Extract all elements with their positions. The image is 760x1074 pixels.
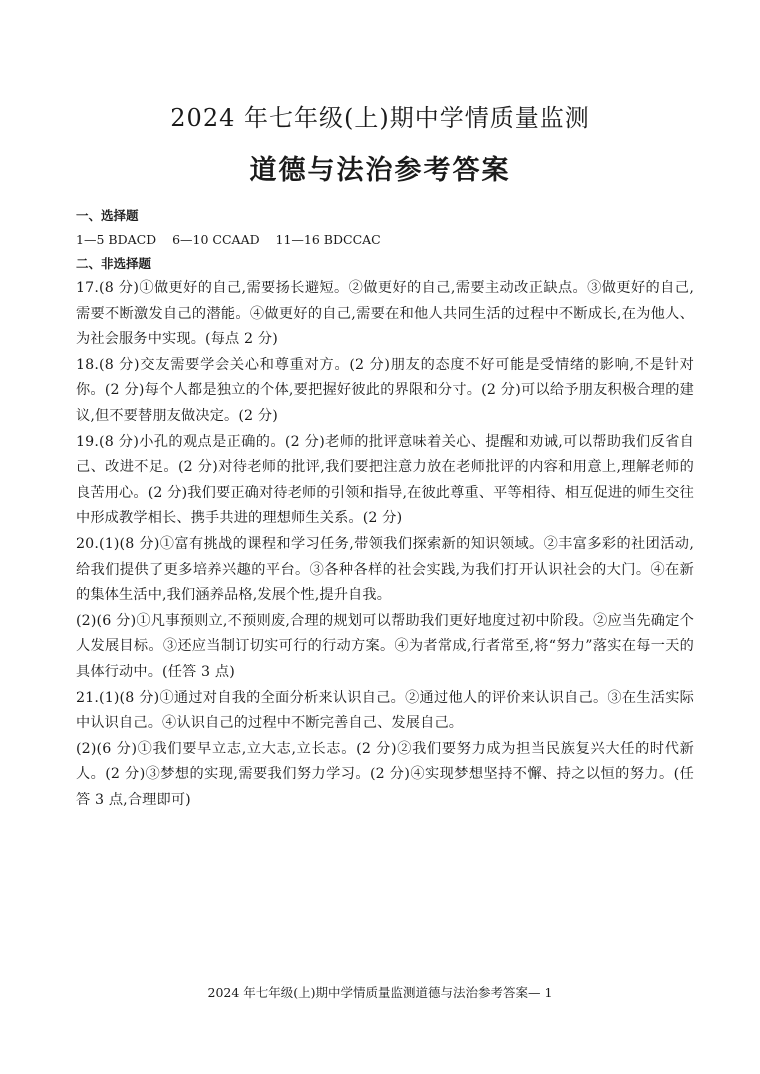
answer-item-21-2: (2)(6 分)①我们要早立志,立大志,立长志。(2 分)②我们要努力成为担当民族复兴大任的时代新人。(2 分)③梦想的实现,需要我们努力学习。(2 分)④实现梦想坚持不懈、持之以恒的努力。(任答 3 点,合理即可) [76, 740, 694, 808]
answer-item-19: 19.(8 分)小孔的观点是正确的。(2 分)老师的批评意味着关心、提醒和劝诫,可以帮助我们反省自己、改进不足。(2 分)对待老师的批评,我们要把注意力放在老师批评的内容和用意上,理解老师的良苦用心。(2 分)我们要正确对待老师的引领和指导,在彼此尊重、平等相待、相互促进的师生交往中形成教学相长、携手共进的理想师生关系。(2 分) [76, 433, 694, 527]
answer-item-18: 18.(8 分)交友需要学会关心和尊重对方。(2 分)朋友的态度不好可能是受情绪的影响,不是针对你。(2 分)每个人都是独立的个体,要把握好彼此的界限和分寸。(2 分)可以给予朋友积极合理的建议,但不要替朋友做决定。(2 分) [76, 356, 694, 424]
page-subtitle: 道德与法治参考答案 [249, 155, 511, 186]
section-heading-non-choice: 二、非选择题 [76, 256, 152, 271]
answer-content [76, 204, 694, 813]
page-footer: 2024 年七年级(上)期中学情质量监测道德与法治参考答案— 1 [207, 985, 553, 1000]
answer-item-21-1: 21.(1)(8 分)①通过对自我的全面分析来认识自己。②通过他人的评价来认识自己。③在生活实际中认识自己。④认识自己的过程中不断完善自己、发展自己。 [76, 689, 694, 732]
page-title: 2024 年七年级(上)期中学情质量监测 [170, 104, 590, 132]
answer-item-20-2: (2)(6 分)①凡事预则立,不预则废,合理的规划可以帮助我们更好地度过初中阶段。②应当先确定个人发展目标。③还应当制订切实可行的行动方案。④为者常成,行者常至,将“努力”落实在每一天的具体行动中。(任答 3 点) [76, 612, 694, 680]
multiple-choice-answers: 1—5 BDACD 6—10 CCAAD 11—16 BDCCAC [76, 232, 381, 247]
answer-item-20-1: 20.(1)(8 分)①富有挑战的课程和学习任务,带领我们探索新的知识领域。②丰富多彩的社团活动,给我们提供了更多培养兴趣的平台。③各种各样的社会实践,为我们打开认识社会的大门。④在新的集体生活中,我们涵养品格,发展个性,提升自我。 [76, 535, 694, 604]
answer-item-17: 17.(8 分)①做更好的自己,需要扬长避短。②做更好的自己,需要主动改正缺点。③做更好的自己,需要不断激发自己的潜能。④做更好的自己,需要在和他人共同生活的过程中不断成长,在为他人、为社会服务中实现。(每点 2 分) [76, 280, 694, 348]
section-heading-multiple-choice: 一、选择题 [76, 208, 139, 223]
